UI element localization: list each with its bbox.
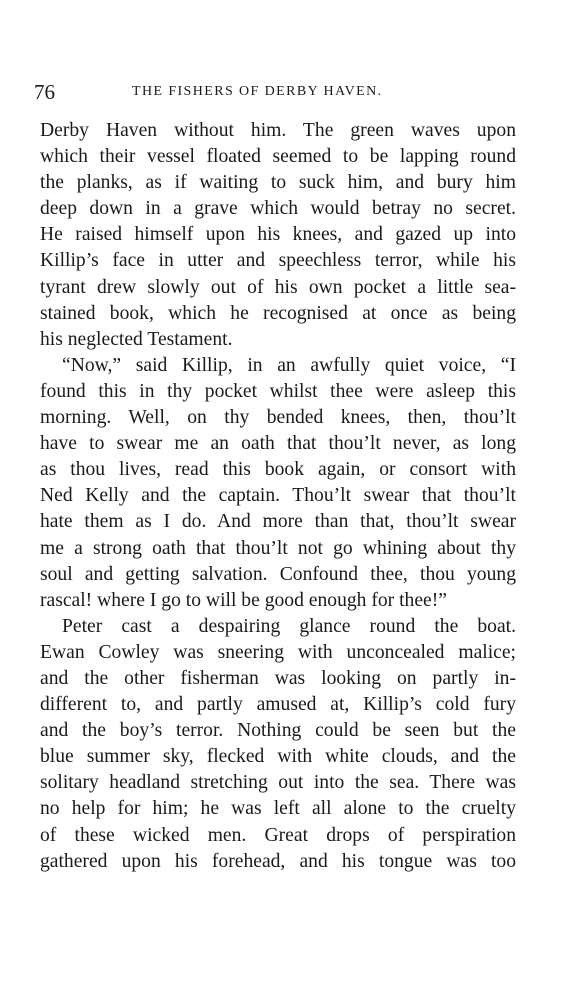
text-line: as thou lives, read this book again, or consort with	[40, 459, 516, 481]
text-line: no help for him; he was left all alone to the cruelty	[40, 798, 516, 820]
text-line: tyrant drew slowly out of his own pocket a little sea-	[40, 276, 516, 298]
text-line: He raised himself upon his knees, and gazed up into	[40, 224, 516, 246]
text-line: Ewan Cowley was sneering with unconcealed malice;	[40, 641, 516, 663]
text-line: which their vessel floated seemed to be lapping round	[40, 146, 516, 168]
text-line: me a strong oath that thou’lt not go whining about thy	[40, 537, 516, 559]
text-line: hate them as I do. And more than that, thou’lt swear	[40, 511, 516, 533]
text-line: Peter cast a despairing glance round the boat.	[62, 615, 516, 637]
page-number: 76	[34, 80, 55, 104]
text-line: different to, and partly amused at, Killip’s cold fury	[40, 694, 516, 716]
text-line: the planks, as if waiting to suck him, and bury him	[40, 172, 516, 194]
text-line: and the boy’s terror. Nothing could be seen but the	[40, 720, 516, 742]
text-line: soul and getting salvation. Confound thee, thou young	[40, 563, 516, 585]
body-text	[40, 118, 516, 875]
text-line: have to swear me an oath that thou’lt never, as long	[40, 433, 516, 455]
running-title: THE FISHERS OF DERBY HAVEN.	[132, 84, 383, 99]
text-line: blue summer sky, flecked with white clouds, and the	[40, 746, 516, 768]
text-line: his neglected Testament.	[40, 328, 233, 350]
text-line: Killip’s face in utter and speechless terror, while his	[40, 250, 516, 272]
running-head	[34, 80, 520, 104]
text-line: of these wicked men. Great drops of perspiration	[40, 824, 516, 846]
text-line: found this in thy pocket whilst thee were asleep this	[40, 380, 516, 402]
text-line: stained book, which he recognised at once as being	[40, 302, 516, 324]
text-line: “Now,” said Killip, in an awfully quiet voice, “I	[62, 354, 516, 376]
text-line: gathered upon his forehead, and his tongue was too	[40, 850, 516, 872]
text-line: Derby Haven without him. The green waves upon	[40, 120, 516, 141]
text-line: solitary headland stretching out into the sea. There was	[40, 772, 516, 794]
text-line: morning. Well, on thy bended knees, then, thou’lt	[40, 407, 516, 429]
text-line: deep down in a grave which would betray no secret.	[40, 198, 516, 220]
text-line: rascal! where I go to will be good enough for thee!”	[40, 589, 447, 611]
text-line: and the other fisherman was looking on partly in-	[40, 667, 516, 689]
text-line: Ned Kelly and the captain. Thou’lt swear that thou’lt	[40, 485, 516, 507]
